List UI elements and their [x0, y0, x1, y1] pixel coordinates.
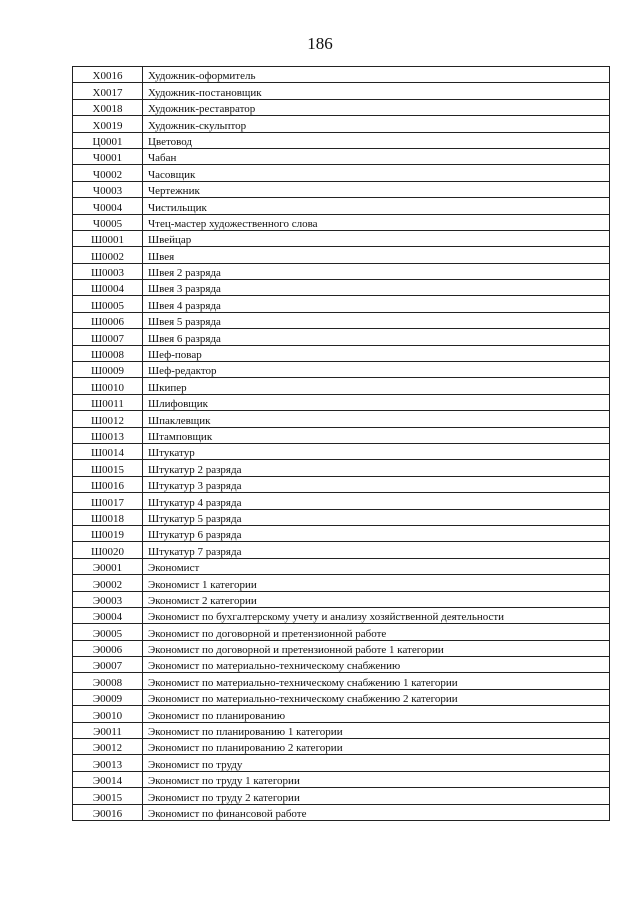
table-row	[73, 165, 610, 181]
profession-code-cell: Ш0004	[73, 280, 143, 296]
profession-code-cell: Э0014	[73, 771, 143, 787]
profession-code-table	[72, 66, 610, 821]
table-row	[73, 181, 610, 197]
table-row	[73, 771, 610, 787]
profession-title-cell: Штукатур 4 разряда	[143, 493, 610, 509]
table-row	[73, 443, 610, 459]
table-row	[73, 755, 610, 771]
table-row	[73, 657, 610, 673]
table-row	[73, 362, 610, 378]
table-row	[73, 345, 610, 361]
table-row	[73, 67, 610, 83]
table-row	[73, 575, 610, 591]
profession-title-cell: Экономист по труду 1 категории	[143, 771, 610, 787]
profession-title-cell: Часовщик	[143, 165, 610, 181]
table-row	[73, 689, 610, 705]
profession-title-cell: Швея 4 разряда	[143, 296, 610, 312]
profession-code-cell: Ч0003	[73, 181, 143, 197]
table-row	[73, 132, 610, 148]
profession-table-container	[72, 66, 610, 821]
profession-title-cell: Экономист по материально-техническому снабжению 1 категории	[143, 673, 610, 689]
profession-title-cell: Экономист по бухгалтерскому учету и анализу хозяйственной деятельности	[143, 607, 610, 623]
table-row	[73, 116, 610, 132]
table-row	[73, 788, 610, 804]
profession-title-cell: Экономист по договорной и претензионной работе	[143, 624, 610, 640]
profession-title-cell: Швея 6 разряда	[143, 329, 610, 345]
profession-title-cell: Экономист по труду 2 категории	[143, 788, 610, 804]
profession-code-cell: Ш0018	[73, 509, 143, 525]
table-row	[73, 722, 610, 738]
table-row	[73, 739, 610, 755]
profession-code-cell: Э0002	[73, 575, 143, 591]
table-row	[73, 263, 610, 279]
profession-code-cell: Ч0004	[73, 198, 143, 214]
profession-title-cell: Экономист 2 категории	[143, 591, 610, 607]
profession-title-cell: Шкипер	[143, 378, 610, 394]
profession-code-cell: Э0008	[73, 673, 143, 689]
profession-code-cell: Э0016	[73, 804, 143, 820]
profession-code-cell: Ш0020	[73, 542, 143, 558]
table-row	[73, 198, 610, 214]
profession-code-cell: Э0011	[73, 722, 143, 738]
profession-code-cell: Ш0019	[73, 525, 143, 541]
profession-title-cell: Штукатур 7 разряда	[143, 542, 610, 558]
profession-title-cell: Цветовод	[143, 132, 610, 148]
profession-code-cell: Ш0012	[73, 411, 143, 427]
table-row	[73, 411, 610, 427]
profession-title-cell: Швея	[143, 247, 610, 263]
table-row	[73, 247, 610, 263]
profession-code-cell: Ш0002	[73, 247, 143, 263]
profession-title-cell: Шлифовщик	[143, 394, 610, 410]
profession-code-cell: Ш0008	[73, 345, 143, 361]
profession-code-cell: Ч0001	[73, 148, 143, 164]
table-row	[73, 706, 610, 722]
profession-title-cell: Штукатур 3 разряда	[143, 476, 610, 492]
profession-title-cell: Штукатур 6 разряда	[143, 525, 610, 541]
profession-code-cell: Х0018	[73, 99, 143, 115]
table-row	[73, 99, 610, 115]
table-row	[73, 804, 610, 820]
profession-code-cell: Ш0001	[73, 230, 143, 246]
profession-code-cell: Ш0015	[73, 460, 143, 476]
table-row	[73, 230, 610, 246]
profession-title-cell: Швея 2 разряда	[143, 263, 610, 279]
profession-title-cell: Чтец-мастер художественного слова	[143, 214, 610, 230]
profession-title-cell: Экономист по материально-техническому снабжению	[143, 657, 610, 673]
profession-title-cell: Швейцар	[143, 230, 610, 246]
table-row	[73, 607, 610, 623]
profession-title-cell: Экономист по труду	[143, 755, 610, 771]
profession-code-cell: Ш0006	[73, 312, 143, 328]
profession-title-cell: Чистильщик	[143, 198, 610, 214]
profession-title-cell: Штамповщик	[143, 427, 610, 443]
profession-code-cell: Э0009	[73, 689, 143, 705]
profession-title-cell: Экономист по материально-техническому снабжению 2 категории	[143, 689, 610, 705]
table-row	[73, 378, 610, 394]
profession-code-cell: Ш0014	[73, 443, 143, 459]
table-row	[73, 493, 610, 509]
table-row	[73, 394, 610, 410]
profession-code-cell: Х0019	[73, 116, 143, 132]
profession-title-cell: Художник-реставратор	[143, 99, 610, 115]
profession-code-cell: Э0015	[73, 788, 143, 804]
profession-title-cell: Шпаклевщик	[143, 411, 610, 427]
profession-code-cell: Ш0005	[73, 296, 143, 312]
profession-code-cell: Ц0001	[73, 132, 143, 148]
profession-title-cell: Художник-скульптор	[143, 116, 610, 132]
profession-code-cell: Х0017	[73, 83, 143, 99]
table-row	[73, 509, 610, 525]
table-row	[73, 312, 610, 328]
table-row	[73, 329, 610, 345]
profession-title-cell: Экономист 1 категории	[143, 575, 610, 591]
profession-code-cell: Ш0009	[73, 362, 143, 378]
profession-code-cell: Ш0016	[73, 476, 143, 492]
profession-title-cell: Чертежник	[143, 181, 610, 197]
profession-code-cell: Ш0011	[73, 394, 143, 410]
profession-title-cell: Экономист по договорной и претензионной работе 1 категории	[143, 640, 610, 656]
table-row	[73, 83, 610, 99]
table-row	[73, 640, 610, 656]
profession-title-cell: Экономист	[143, 558, 610, 574]
table-body	[73, 67, 610, 821]
profession-title-cell: Швея 3 разряда	[143, 280, 610, 296]
profession-title-cell: Штукатур 5 разряда	[143, 509, 610, 525]
profession-title-cell: Чабан	[143, 148, 610, 164]
profession-code-cell: Ш0013	[73, 427, 143, 443]
profession-title-cell: Швея 5 разряда	[143, 312, 610, 328]
table-row	[73, 542, 610, 558]
profession-code-cell: Х0016	[73, 67, 143, 83]
profession-title-cell: Художник-оформитель	[143, 67, 610, 83]
profession-code-cell: Э0007	[73, 657, 143, 673]
profession-title-cell: Шеф-повар	[143, 345, 610, 361]
table-row	[73, 476, 610, 492]
table-row	[73, 591, 610, 607]
page-number: 186	[307, 34, 333, 53]
profession-title-cell: Художник-постановщик	[143, 83, 610, 99]
table-row	[73, 427, 610, 443]
table-row	[73, 558, 610, 574]
profession-code-cell: Э0013	[73, 755, 143, 771]
profession-title-cell: Штукатур 2 разряда	[143, 460, 610, 476]
profession-code-cell: Э0006	[73, 640, 143, 656]
profession-title-cell: Экономист по финансовой работе	[143, 804, 610, 820]
profession-title-cell: Экономист по планированию 1 категории	[143, 722, 610, 738]
profession-title-cell: Экономист по планированию 2 категории	[143, 739, 610, 755]
table-row	[73, 460, 610, 476]
profession-code-cell: Ш0017	[73, 493, 143, 509]
profession-code-cell: Э0012	[73, 739, 143, 755]
table-row	[73, 624, 610, 640]
profession-code-cell: Ш0003	[73, 263, 143, 279]
table-row	[73, 525, 610, 541]
profession-title-cell: Экономист по планированию	[143, 706, 610, 722]
profession-title-cell: Шеф-редактор	[143, 362, 610, 378]
profession-title-cell: Штукатур	[143, 443, 610, 459]
profession-code-cell: Ш0010	[73, 378, 143, 394]
table-row	[73, 148, 610, 164]
profession-code-cell: Ч0002	[73, 165, 143, 181]
table-row	[73, 280, 610, 296]
table-row	[73, 296, 610, 312]
profession-code-cell: Ч0005	[73, 214, 143, 230]
profession-code-cell: Э0001	[73, 558, 143, 574]
profession-code-cell: Э0003	[73, 591, 143, 607]
profession-code-cell: Ш0007	[73, 329, 143, 345]
table-row	[73, 673, 610, 689]
profession-code-cell: Э0010	[73, 706, 143, 722]
profession-code-cell: Э0004	[73, 607, 143, 623]
table-row	[73, 214, 610, 230]
profession-code-cell: Э0005	[73, 624, 143, 640]
